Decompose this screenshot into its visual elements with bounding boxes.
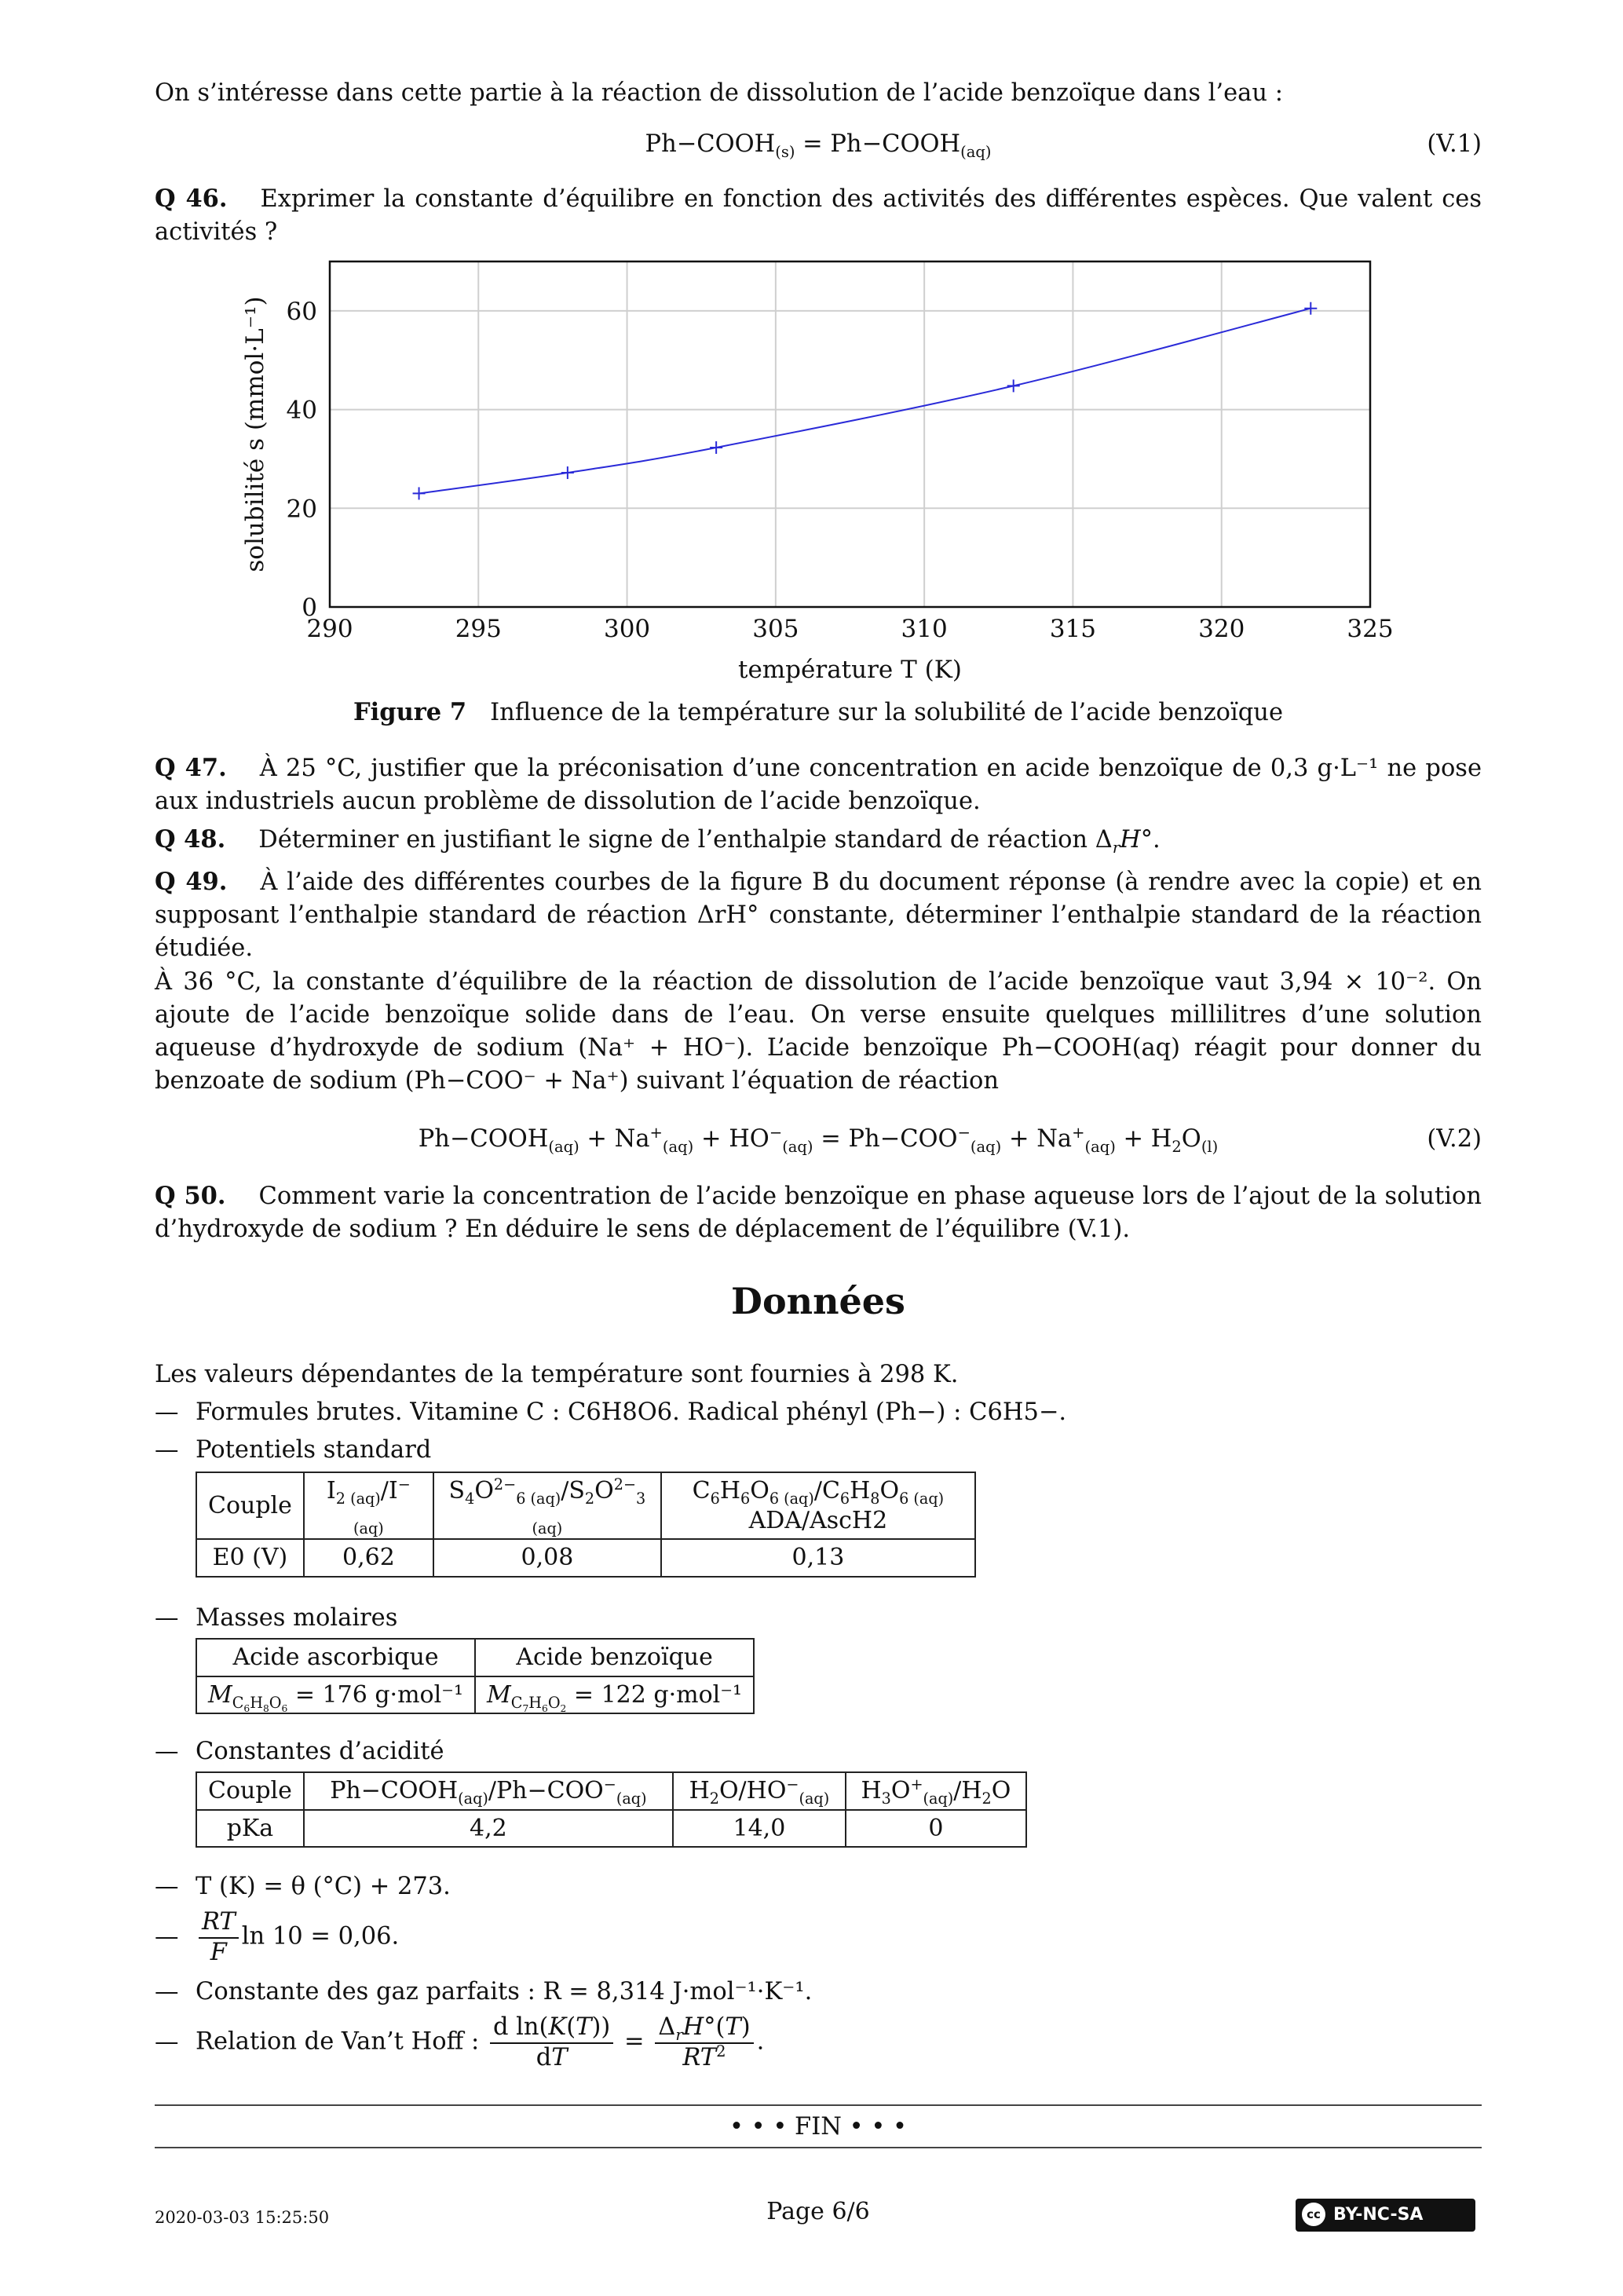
timestamp: 2020-03-03 15:25:50: [155, 2208, 330, 2227]
table-cell: $M_{C_6H_8O_6} = 176$ g·mol⁻¹: [196, 1676, 475, 1714]
donnees-intro: Les valeurs dépendantes de la température sont fournies à 298 K.: [155, 1361, 959, 1388]
mass-value: = 176 g·mol⁻¹: [294, 1680, 464, 1709]
potentiels-title: — Potentiels standard: [155, 1436, 432, 1464]
formules-brutes: — Formules brutes. Vitamine C : C6H8O6. Radical phényl (Ph−) : C6H5−.: [155, 1398, 1067, 1426]
x-tick-label: 325: [1347, 615, 1394, 643]
question-label: Q 46.: [155, 185, 228, 213]
question-50: [155, 1179, 1482, 1246]
y-tick-label: 40: [286, 396, 317, 425]
temperature-relation: — T (K) = θ (°C) + 273.: [155, 1873, 451, 1900]
fin-marker: • • • FIN • • •: [729, 2113, 907, 2141]
table-cell: 0,62: [304, 1539, 433, 1577]
solubility-chart: [228, 250, 1413, 689]
data-point-marker: [561, 466, 574, 479]
couple-ascorbic-abbrev: ADA/AscH2: [748, 1506, 888, 1534]
table-cell: 4,2: [304, 1810, 673, 1848]
question-text: Déterminer en justifiant le signe de l’enthalpie standard de réaction: [258, 826, 1088, 854]
x-tick-label: 315: [1049, 615, 1097, 643]
question-label: Q 48.: [155, 825, 226, 854]
question-49: [155, 865, 1482, 965]
data-point-marker: [1007, 379, 1020, 392]
y-tick-label: 20: [286, 495, 317, 524]
y-tick-label: 60: [286, 297, 317, 326]
question-47: [155, 751, 1482, 818]
masses-label: Masses molaires: [196, 1604, 398, 1632]
table-header: E0 (V): [196, 1539, 304, 1577]
couple-water-base: $H_2O/HO^-_{(aq)}$: [673, 1772, 846, 1810]
table-cell: 0,08: [433, 1539, 661, 1577]
x-tick-label: 300: [603, 615, 651, 643]
x-axis-label: température T (K): [737, 656, 963, 684]
paragraph-36c: À 36 °C, la constante d’équilibre de la réaction de dissolution de l’acide benzoïque vaut 3,94 × 10⁻². On ajoute de l’acide benzoïque solide dans de l’eau. On verse ensuite quelques millilitres d’une solution aqueuse d’hydroxyde de sodium (Na⁺ + HO⁻). L’acide benzoïque Ph−COOH(aq) réagit pour donner du benzoate de sodium (Ph−COO⁻ + Na⁺) suivant l’équation de réaction: [155, 968, 1482, 1095]
gas-constant-text: Constante des gaz parfaits : R = 8,314 J·mol⁻¹·K⁻¹.: [196, 1978, 813, 2005]
mass-value: = 122 g·mol⁻¹: [573, 1680, 743, 1709]
couple-thiosulfate: $S_4O^{2-}_{6 (aq)}/S_2O^{2-}_{3 (aq)}$: [433, 1472, 661, 1539]
divider: [155, 2147, 1482, 2148]
figure-caption: [155, 696, 1482, 729]
data-point-marker: [710, 441, 722, 454]
divider: [155, 2104, 1482, 2106]
masses-title: — Masses molaires: [155, 1604, 398, 1632]
acidite-label: Constantes d’acidité: [196, 1738, 444, 1765]
data-point-marker: [1304, 302, 1317, 315]
y-axis-label: solubilité s (mmol·L⁻¹): [241, 296, 269, 572]
table-cell: $M_{C_7H_6O_2} = 122$ g·mol⁻¹: [475, 1676, 754, 1714]
section-title: Données: [731, 1280, 905, 1322]
potentiels-label: Potentiels standard: [196, 1436, 432, 1464]
table-cell: 0,13: [661, 1539, 975, 1577]
acidite-title: — Constantes d’acidité: [155, 1738, 444, 1765]
rtf-relation: — $\frac{RT}{F}$ ln 10 = 0,06.: [155, 1908, 400, 1966]
figure-label: Figure 7: [353, 698, 467, 726]
table-header: pKa: [196, 1810, 304, 1848]
couple-benzoic: $Ph-COOH_{(aq)}/Ph-COO^-_{(aq)}$: [304, 1772, 673, 1810]
rtf-text: ln 10 = 0,06.: [241, 1922, 400, 1951]
plot-frame: [330, 261, 1370, 607]
gas-constant: — Constante des gaz parfaits : R = 8,314 J·mol⁻¹·K⁻¹.: [155, 1978, 813, 2005]
couple-water-acid: $H_3O^+_{(aq)}/H_2O$: [846, 1772, 1026, 1810]
equation-number: (V.1): [1427, 130, 1482, 158]
license-text: BY-NC-SA: [1333, 2205, 1424, 2225]
cc-icon: cc: [1302, 2203, 1325, 2226]
figure-caption-text: Influence de la température sur la solubilité de l’acide benzoïque: [490, 699, 1283, 726]
vanthoff-label: Relation de Van’t Hoff :: [196, 2027, 480, 2056]
question-label: Q 47.: [155, 754, 227, 782]
question-label: Q 49.: [155, 868, 228, 896]
intro-text: On s’intéresse dans cette partie à la réaction de dissolution de l’acide benzoïque dans l’eau :: [155, 79, 1283, 107]
table-header: Couple: [196, 1472, 304, 1539]
page-number: Page 6/6: [766, 2198, 870, 2225]
couple-iodine: $I_{2 (aq)}/I^-_{(aq)}$: [304, 1472, 433, 1539]
table-header: Couple: [196, 1772, 304, 1810]
question-46: [155, 182, 1482, 249]
table-cell: 0: [846, 1810, 1026, 1848]
vanthoff-relation: — Relation de Van’t Hoff : $\frac{\text{d ln(K(T))}}{dT}$ = $\frac{\Delta_rH^\circ(T)}{RT^2}$ .: [155, 2013, 765, 2071]
question-text: À l’aide des différentes courbes de la figure B du document réponse (à rendre avec la copie) et en supposant l’enthalpie standard de réaction ΔrH° constante, déterminer l’enthalpie standard de la réaction étudiée.: [155, 868, 1482, 963]
y-tick-label: 0: [302, 594, 317, 622]
formules-text: Formules brutes. Vitamine C : C6H8O6. Radical phényl (Ph−) : C6H5−.: [196, 1398, 1067, 1426]
x-tick-label: 320: [1198, 615, 1245, 643]
masses-table: [196, 1638, 755, 1714]
question-text: Comment varie la concentration de l’acide benzoïque en phase aqueuse lors de l’ajout de la solution d’hydroxyde de sodium ? En déduire le sens de déplacement de l’équilibre (V.1).: [155, 1183, 1482, 1244]
question-48: Q 48. Déterminer en justifiant le signe de l’enthalpie standard de réaction $\Delta_rH^\circ$.: [155, 825, 1161, 857]
table-header: Acide ascorbique: [196, 1639, 475, 1676]
question-text: À 25 °C, justifier que la préconisation d’une concentration en acide benzoïque de 0,3 g·L⁻¹ ne pose aux industriels aucun problème de dissolution de l’acide benzoïque.: [155, 755, 1482, 816]
equation-number: (V.2): [1427, 1125, 1482, 1153]
table-cell: 14,0: [673, 1810, 846, 1848]
license-badge: [1296, 2199, 1475, 2232]
couple-ascorbic: $C_6H_6O_{6 (aq)}/C_6H_8O_{6 (aq)}$ ADA/AscH2: [661, 1472, 975, 1539]
series-line: [419, 309, 1311, 494]
potentiels-table: [196, 1472, 976, 1578]
x-tick-label: 305: [752, 615, 799, 643]
question-label: Q 50.: [155, 1182, 226, 1210]
x-tick-label: 290: [306, 615, 353, 643]
table-header: Acide benzoïque: [475, 1639, 754, 1676]
acidite-table: [196, 1771, 1027, 1848]
data-point-marker: [413, 487, 426, 499]
question-text: Exprimer la constante d’équilibre en fonction des activités des différentes espèces. Que valent ces activités ?: [155, 185, 1482, 247]
temperature-relation-text: T (K) = θ (°C) + 273.: [196, 1873, 451, 1900]
equation-v1: $Ph-COOH_{(s)}$ = $Ph-COOH_{(aq)}$ (V.1): [155, 128, 1482, 163]
x-tick-label: 295: [455, 615, 502, 643]
x-tick-label: 310: [901, 615, 948, 643]
equation-v2: $Ph-COOH_{(aq)} + Na^+_{(aq)} + HO^-_{(aq)} = Ph-COO^-_{(aq)} + Na^+_{(aq)} + H_2O_{(l)}$ (V.2): [418, 1123, 1482, 1157]
